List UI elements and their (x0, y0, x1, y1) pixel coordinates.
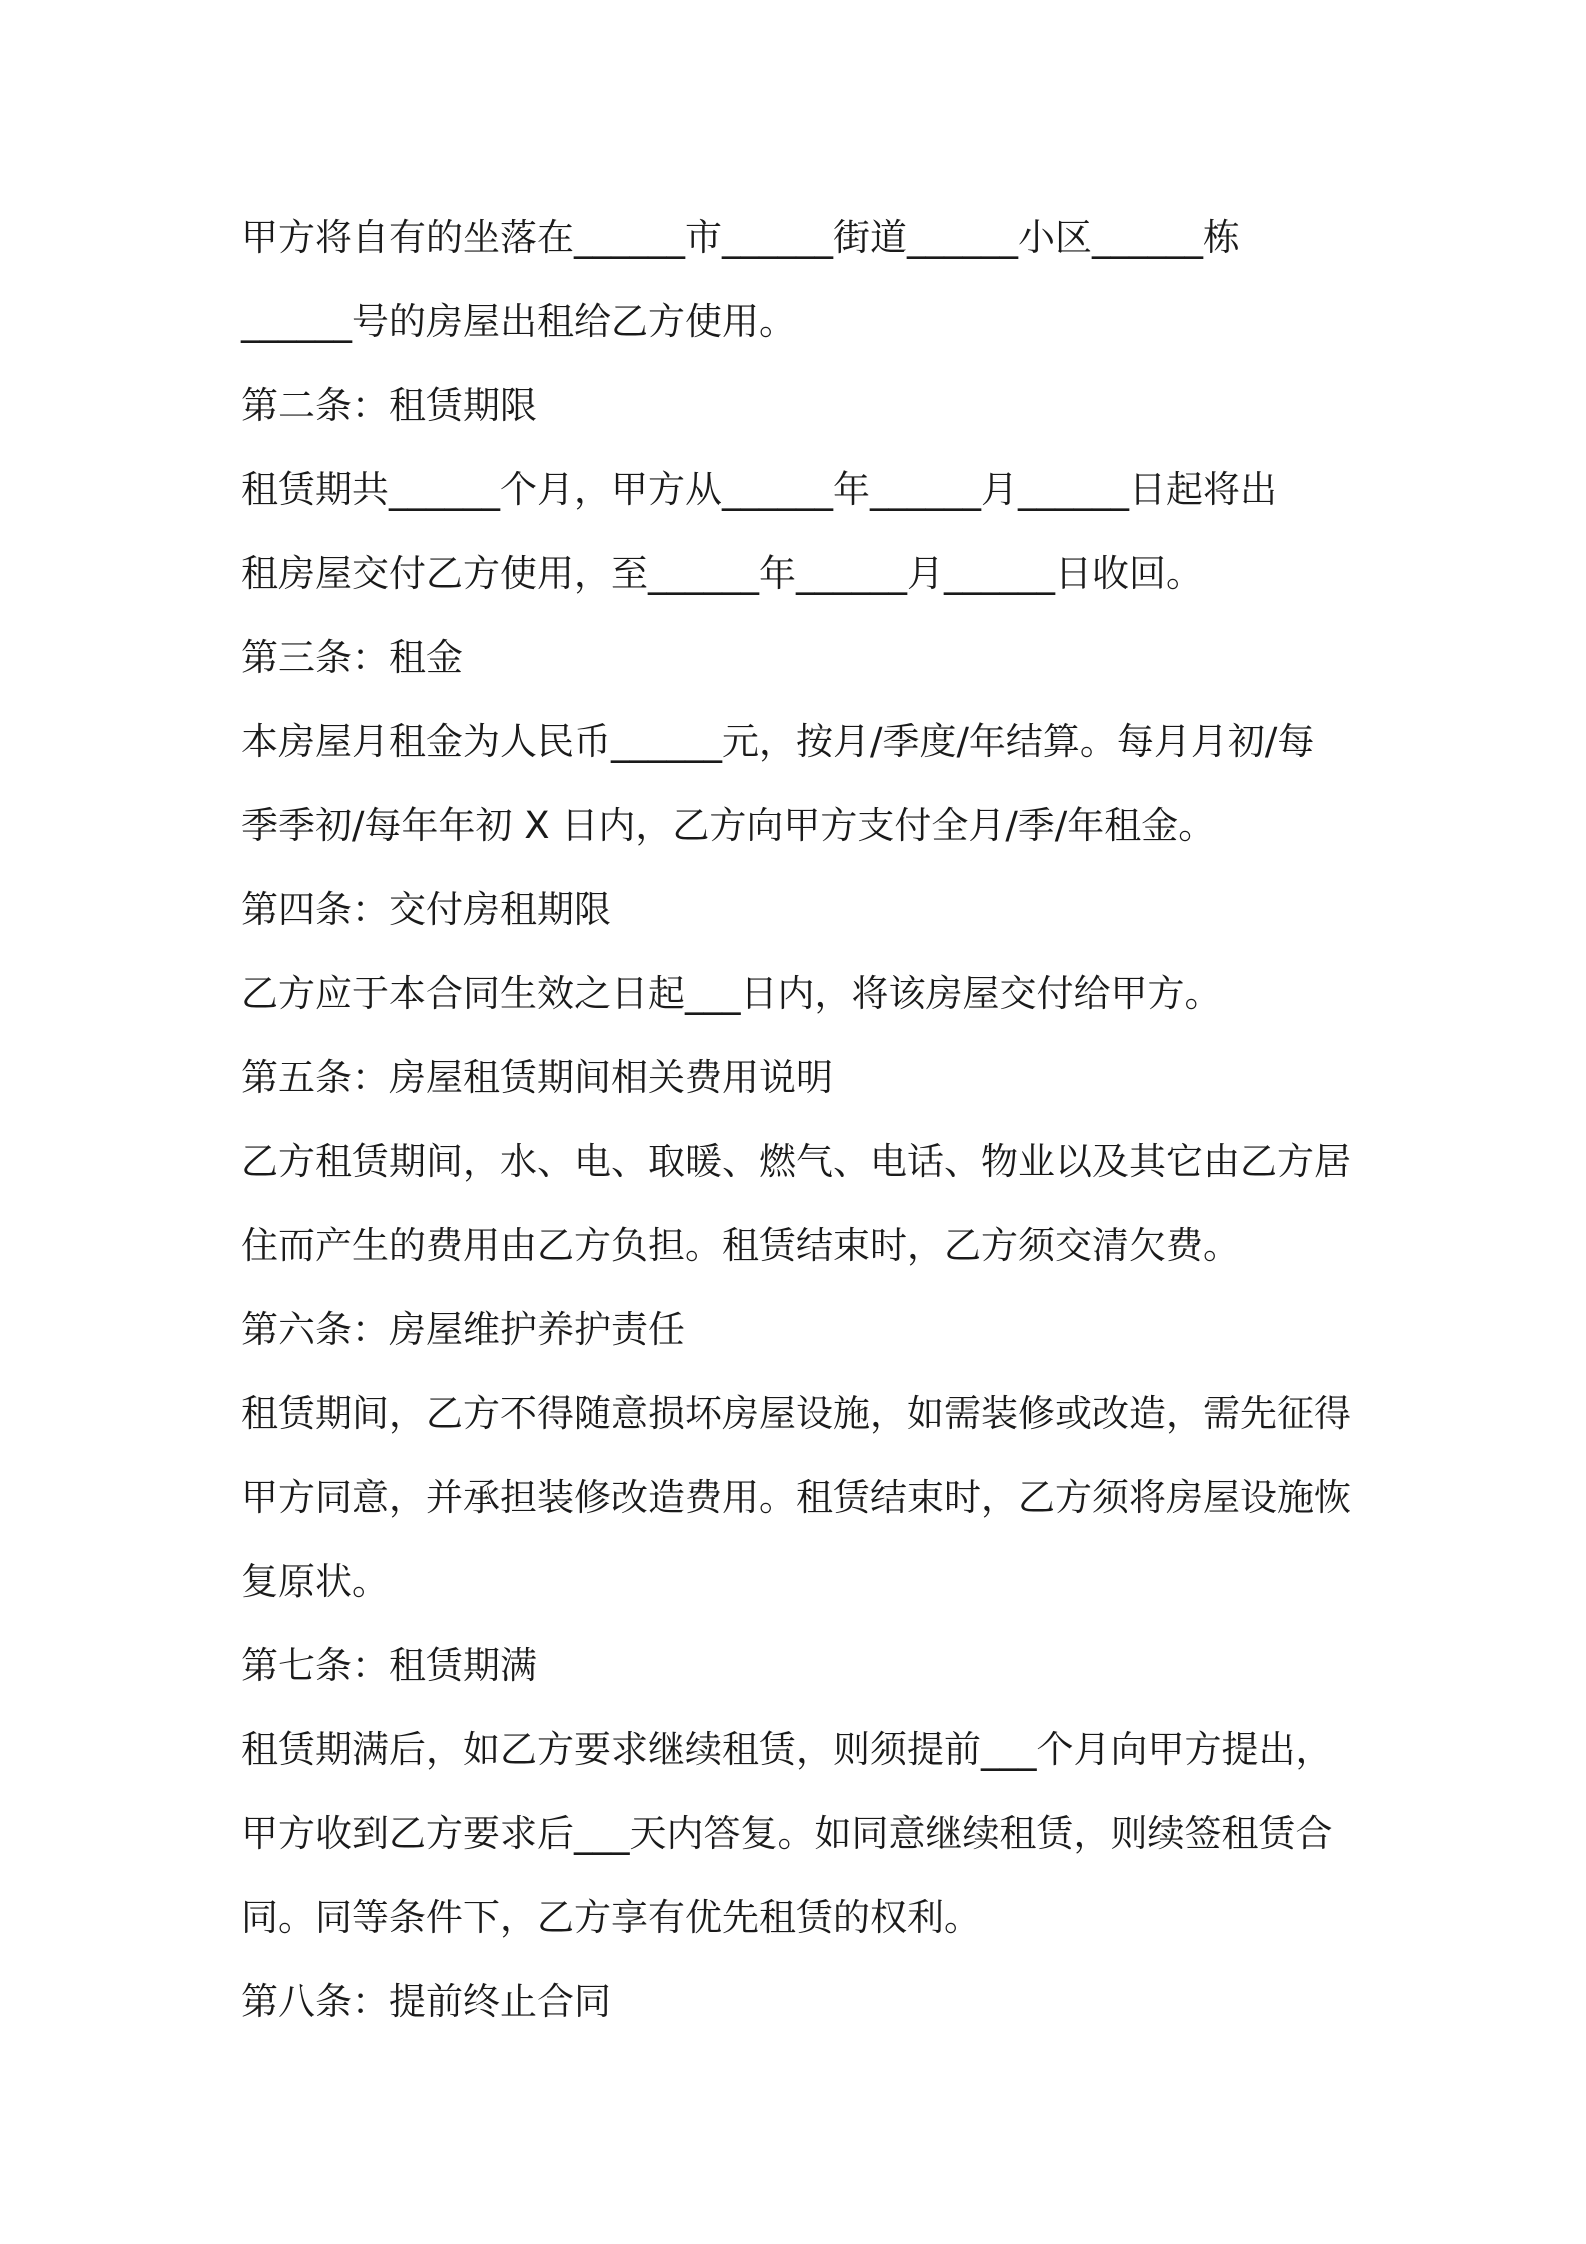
clause-4-text-line-1: 乙方应于本合同生效之日起___日内，将该房屋交付给甲方。 (241, 972, 1222, 1015)
clause-5-text-line-1: 乙方租赁期间，水、电、取暖、燃气、电话、物业以及其它由乙方居 (241, 1140, 1351, 1183)
clause-5-heading: 第五条：房屋租赁期间相关费用说明 (241, 1056, 833, 1099)
clause-6-text-line-3: 复原状。 (241, 1560, 389, 1603)
clause-7-text-line-3: 同。同等条件下，乙方享有优先租赁的权利。 (241, 1896, 981, 1939)
clause-2-text-line-1: 租赁期共______个月，甲方从______年______月______日起将出 (241, 468, 1277, 511)
clause-7-text-line-2: 甲方收到乙方要求后___天内答复。如同意继续租赁，则续签租赁合 (241, 1812, 1333, 1855)
clause-2-heading: 第二条：租赁期限 (241, 384, 537, 427)
clause-5-text-line-2: 住而产生的费用由乙方负担。租赁结束时，乙方须交清欠费。 (241, 1224, 1240, 1267)
clause-3-text-line-2: 季季初/每年年初 X 日内，乙方向甲方支付全月/季/年租金。 (241, 804, 1216, 847)
clause-8-heading: 第八条：提前终止合同 (241, 1980, 611, 2023)
clause-6-text-line-2: 甲方同意，并承担装修改造费用。租赁结束时，乙方须将房屋设施恢 (241, 1476, 1351, 1519)
clause-7-heading: 第七条：租赁期满 (241, 1644, 537, 1687)
clause-3-text-line-1: 本房屋月租金为人民币______元，按月/季度/年结算。每月月初/每 (241, 720, 1315, 763)
clause-1-text-line-1: 甲方将自有的坐落在______市______街道______小区______栋 (241, 216, 1240, 259)
clause-3-heading: 第三条：租金 (241, 636, 463, 679)
clause-7-text-line-1: 租赁期满后，如乙方要求继续租赁，则须提前___个月向甲方提出， (241, 1728, 1333, 1771)
clause-4-heading: 第四条：交付房租期限 (241, 888, 611, 931)
clause-2-text-line-2: 租房屋交付乙方使用，至______年______月______日收回。 (241, 552, 1203, 595)
clause-6-heading: 第六条：房屋维护养护责任 (241, 1308, 685, 1351)
clause-1-text-line-2: ______号的房屋出租给乙方使用。 (241, 300, 796, 343)
contract-body (241, 196, 1361, 2044)
clause-6-text-line-1: 租赁期间，乙方不得随意损坏房屋设施，如需装修或改造，需先征得 (241, 1392, 1351, 1435)
